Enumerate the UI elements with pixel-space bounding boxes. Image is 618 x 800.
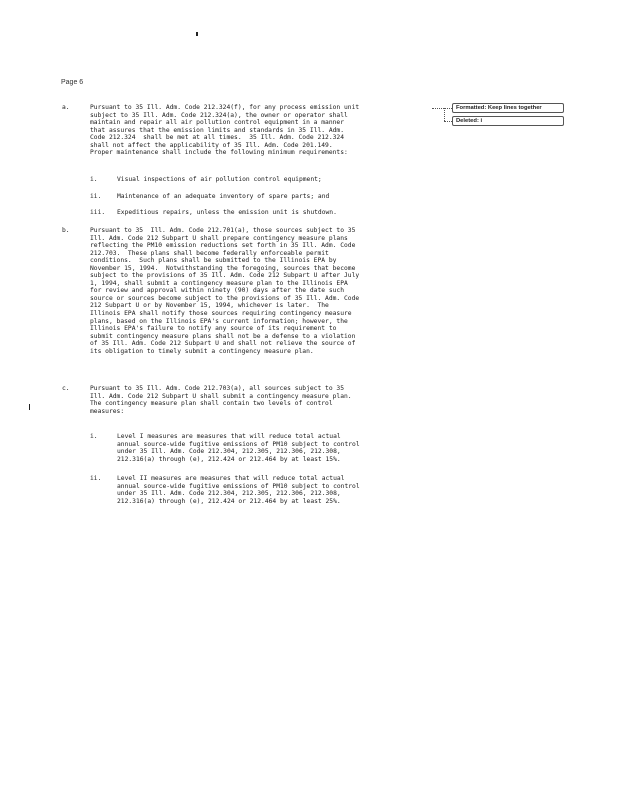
scan-speck-left <box>29 404 30 410</box>
paragraph-a-item-iii-text: Expeditious repairs, unless the emission unit is shutdown. <box>117 209 337 216</box>
paragraph-c-text: Pursuant to 35 Ill. Adm. Code 212.703(a), all sources subject to 35 Ill. Adm. Code 212 Subpart U shall submit a contingency measure plan. The contingency measure plan shall contain two levels of control measures: <box>90 385 352 415</box>
page-number: Page 6 <box>61 79 84 86</box>
paragraph-a-item-iii-label: iii. <box>90 209 106 216</box>
comment-connector-deleted-v <box>444 108 445 121</box>
comment-formatted-keep-lines-together[interactable]: Formatted: Keep lines together <box>452 103 564 113</box>
paragraph-c-item-ii-text: Level II measures are measures that will reduce total actual annual source-wide fugitive emissions of PM10 subject to control under 35 Ill. Adm. Code 212.304, 212.305, 212.306, 212.308, 212.316(a) through (e), 212.424 or 212.464 by at least 25%. <box>117 475 360 505</box>
paragraph-a-item-i-text: Visual inspections of air pollution control equipment; <box>117 176 322 183</box>
comment-deleted-i[interactable]: Deleted: i <box>452 116 564 126</box>
paragraph-c-label: c. <box>62 385 70 392</box>
paragraph-a-item-ii-label: ii. <box>90 193 102 200</box>
paragraph-c-item-ii-label: ii. <box>90 475 102 482</box>
paragraph-b-text: Pursuant to 35 Ill. Adm. Code 212.701(a), those sources subject to 35 Ill. Adm. Code 212 Subpart U shall prepare contingency measure plans reflecting the PM10 emission reductions set forth in 35 Ill. Adm. Code 212.703. These plans shall become federally enforceable permit conditions. Such plans shall be submitted to the Illinois EPA by November 15, 1994. Notwithstanding the foregoing, sources that become subject to the provisions of 35 Ill. Adm. Code 212 Subpart U after July 1, 1994, shall submit a contingency measure plan to the Illinois EPA for review and approval within ninety (90) days after the date such source or sources become subject to the provisions of 35 Ill. Adm. Code 212 Subpart U or by November 15, 1994, whichever is later. The Illinois EPA shall notify those sources requiring contingency measure plans, based on the Illinois EPA's current information; however, the Illinois EPA's failure to notify any source of its requirement to submit contingency measure plans shall not be a defense to a violation of 35 Ill. Adm. Code 212 Subpart U and shall not relieve the source of its obligation to timely submit a contingency measure plan. <box>90 227 360 355</box>
comment-connector-deleted <box>444 121 452 122</box>
comment-connector-formatted <box>432 108 452 109</box>
paragraph-b-label: b. <box>62 227 70 234</box>
paragraph-c-item-i-label: i. <box>90 433 98 440</box>
paragraph-a-item-i-label: i. <box>90 176 98 183</box>
paragraph-c-item-i-text: Level I measures are measures that will reduce total actual annual source-wide fugitive emissions of PM10 subject to control under 35 Ill. Adm. Code 212.304, 212.305, 212.306, 212.308, 212.316(a) through (e), 212.424 or 212.464 by at least 15%. <box>117 433 360 463</box>
scan-speck-top <box>196 32 198 36</box>
paragraph-a-text: Pursuant to 35 Ill. Adm. Code 212.324(f), for any process emission unit subject to 35 Ill. Adm. Code 212.324(a), the owner or operator shall maintain and repair all air pollution control equipment in a manner that assures that the emission limits and standards in 35 Ill. Adm. Code 212.324 shall be met at all times. 35 Ill. Adm. Code 212.324 shall not affect the applicability of 35 Ill. Adm. Code 201.149. Proper maintenance shall include the following minimum requirements: <box>90 104 360 157</box>
paragraph-a-item-ii-text: Maintenance of an adequate inventory of spare parts; and <box>117 193 330 200</box>
paragraph-a-label: a. <box>62 104 70 111</box>
